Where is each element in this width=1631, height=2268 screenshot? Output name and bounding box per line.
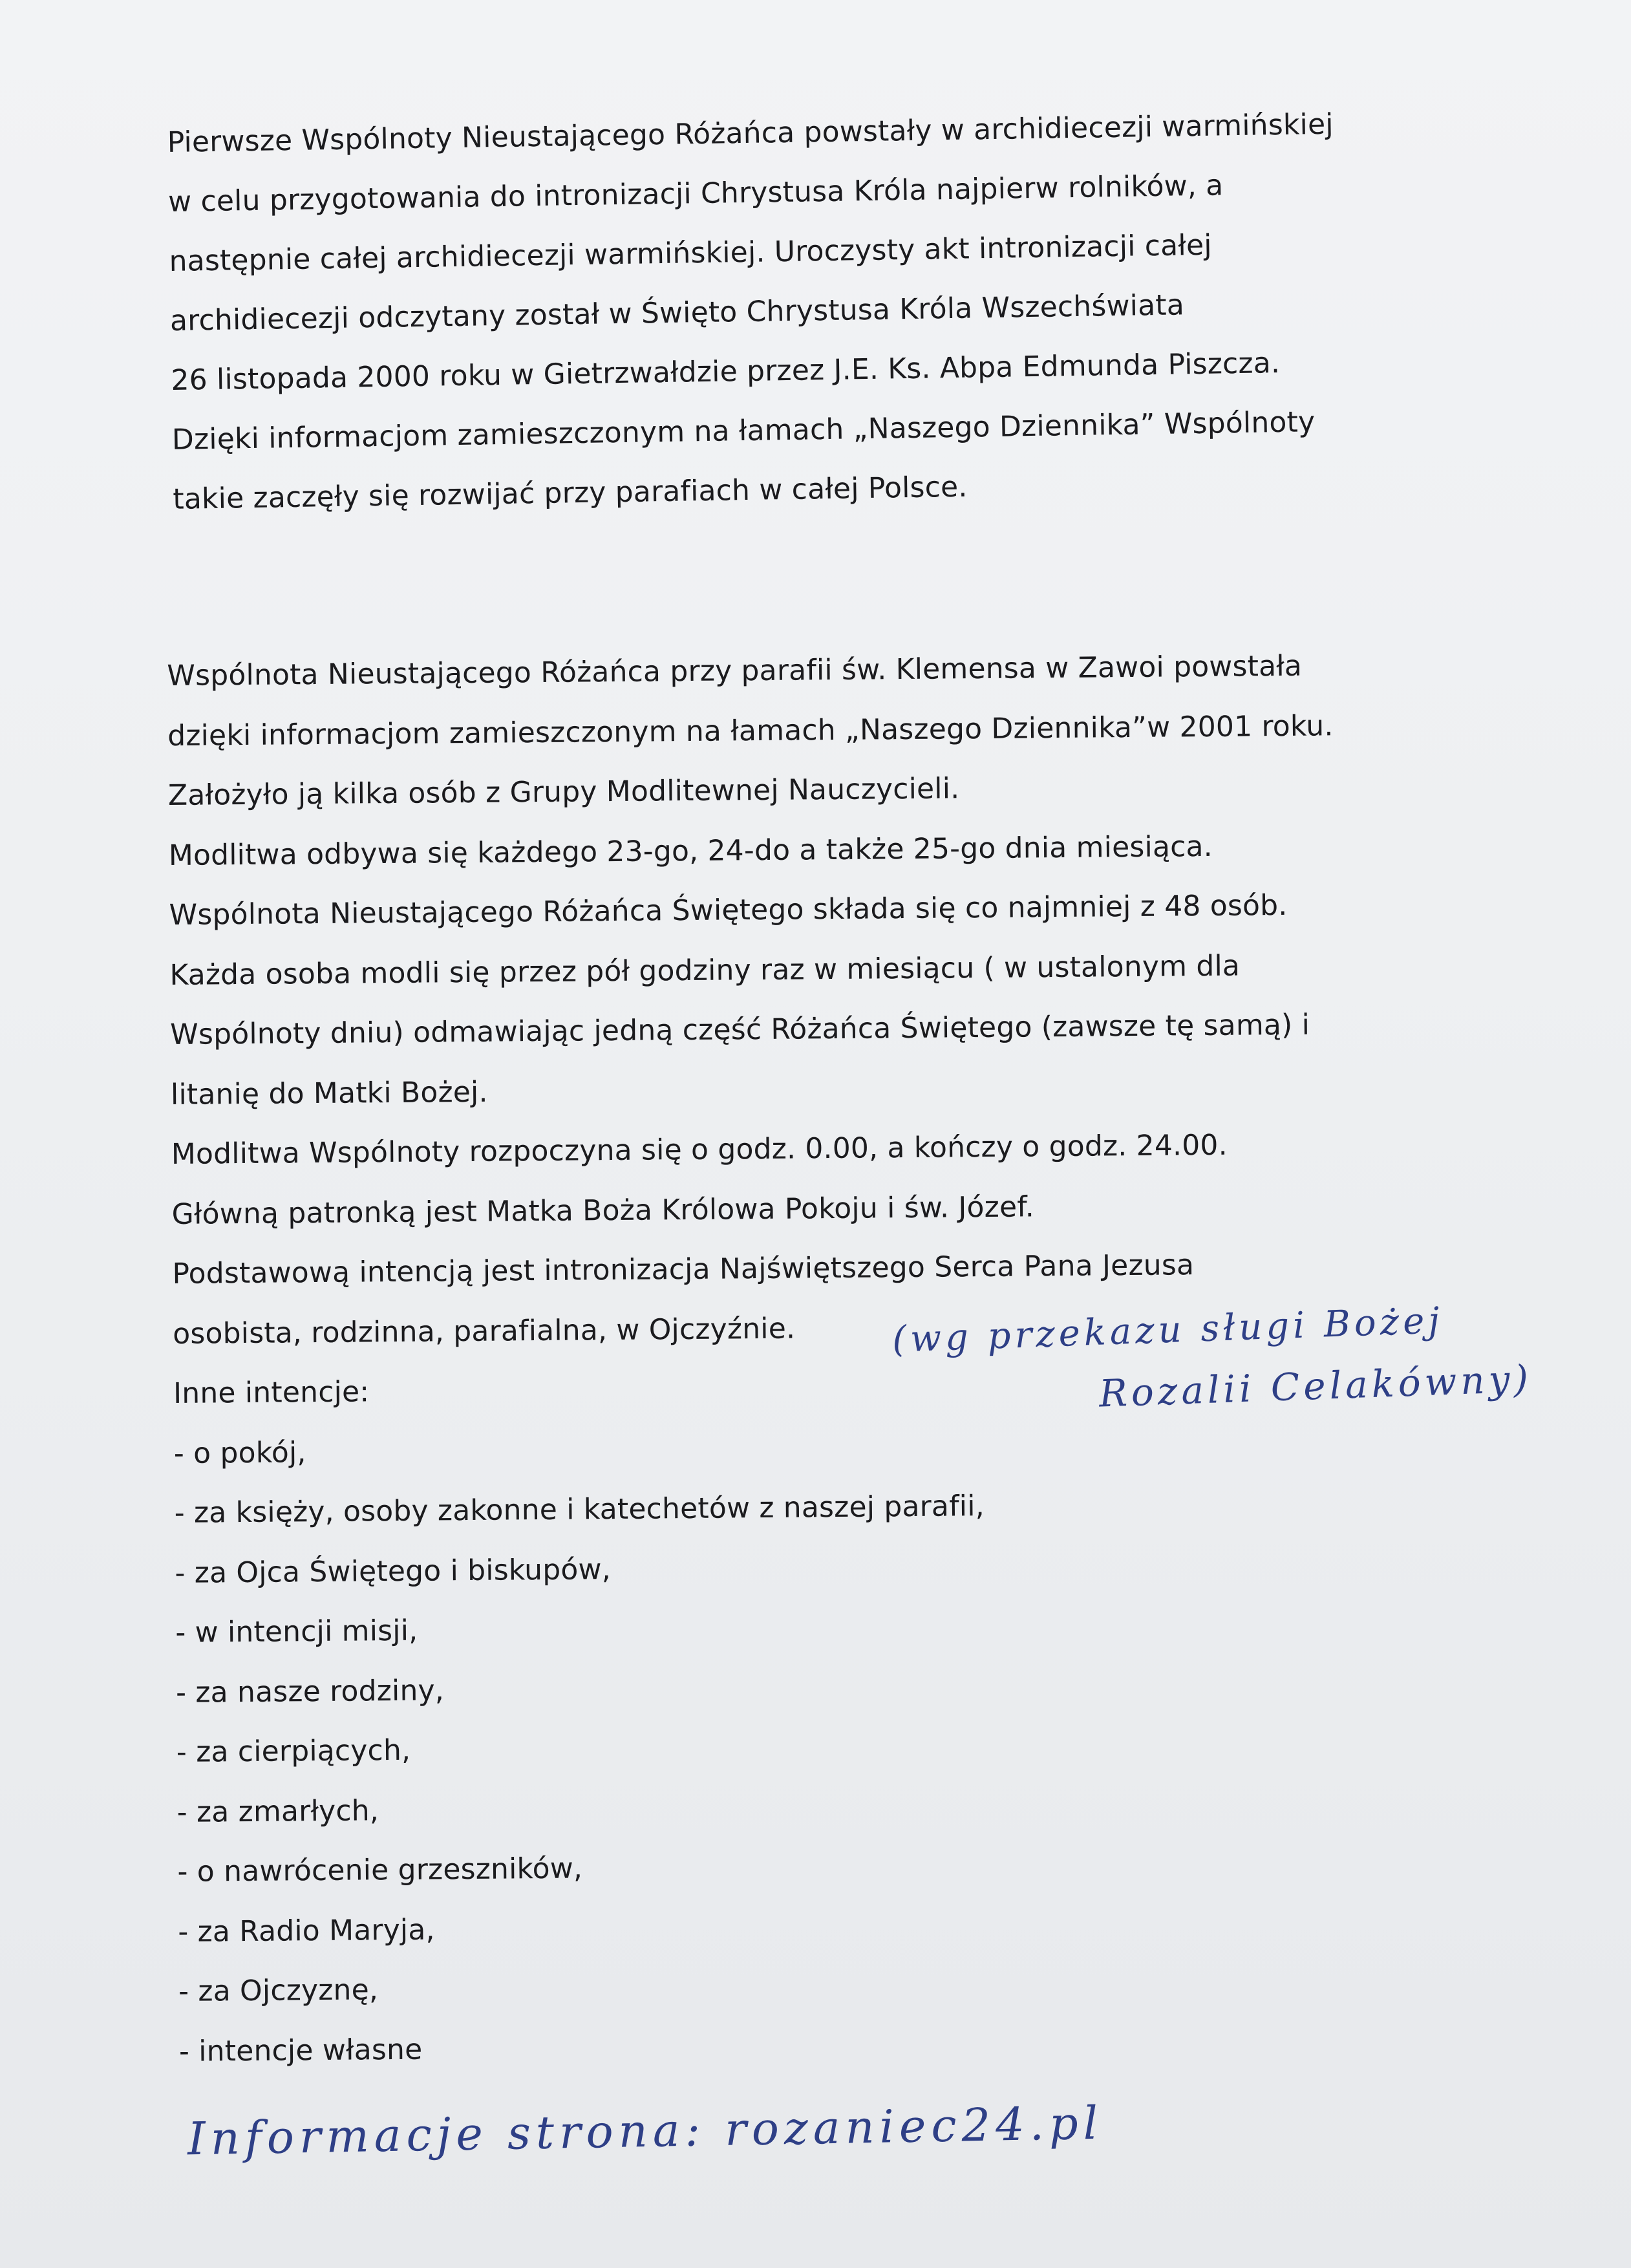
text-line: następnie całej archidiecezji warmińskiej. Uroczysty akt intronizacji całej <box>169 228 1213 278</box>
text-line: w celu przygotowania do intronizacji Chrystusa Króla najpierw rolników, a <box>167 169 1224 219</box>
text-line: Główną patronką jest Matka Boża Królowa Pokoju i św. Józef. <box>171 1190 1035 1231</box>
text-line: litanię do Matki Bożej. <box>170 1075 488 1111</box>
text-line: Pierwsze Wspólnoty Nieustającego Różańca powstały w archidiecezji warmińskiej <box>167 107 1334 159</box>
intention-item: - za Ojczyznę, <box>178 1973 379 2008</box>
intention-item: - za księży, osoby zakonne i katechetów z naszej parafii, <box>174 1490 985 1530</box>
handwritten-note-line1: (wg przekazu sługi Bożej <box>891 1300 1444 1361</box>
handwritten-footer-source: Informacje strona: rozaniec24.pl <box>187 2096 1103 2166</box>
intentions-heading: Inne intencje: <box>173 1375 370 1410</box>
intention-item: - za Radio Maryja, <box>178 1912 435 1949</box>
text-line: archidiecezji odczytany został w Święto Chrystusa Króla Wszechświata <box>169 288 1185 337</box>
text-line: Modlitwa Wspólnoty rozpoczyna się o godz. 0.00, a kończy o godz. 24.00. <box>171 1128 1228 1171</box>
handwritten-note-line2: Rozalii Celakówny) <box>1098 1356 1533 1416</box>
intention-item: - o nawrócenie grzeszników, <box>177 1852 583 1888</box>
text-line: dzięki informacjom zamieszczonym na łamach „Naszego Dziennika”w 2001 roku. <box>167 709 1334 753</box>
intention-item: - intencje własne <box>178 2033 423 2068</box>
text-line: takie zaczęły się rozwijać przy parafiach w całej Polsce. <box>172 470 968 516</box>
intention-item: - za Ojca Świętego i biskupów, <box>175 1552 612 1590</box>
text-line: Wspólnota Nieustającego Różańca Świętego składa się co najmniej z 48 osób. <box>169 888 1288 932</box>
paragraph-zawoja-community <box>167 635 1498 2082</box>
text-line: Wspólnoty dniu) odmawiając jedną część Różańca Świętego (zawsze tę samą) i <box>170 1008 1310 1051</box>
text-line: osobista, rodzinna, parafialna, w Ojczyźnie. <box>173 1312 796 1351</box>
text-line: Dzięki informacjom zamieszczonym na łamach „Naszego Dziennika” Wspólnoty <box>171 405 1316 456</box>
intention-item: - za nasze rodziny, <box>175 1673 445 1709</box>
intention-item: - za zmarłych, <box>176 1793 379 1829</box>
text-line: Założyło ją kilka osób z Grupy Modlitewnej Nauczycieli. <box>167 772 960 812</box>
text-line: Każda osoba modli się przez pół godziny raz w miesiącu ( w ustalonym dla <box>169 949 1241 992</box>
text-line: Modlitwa odbywa się każdego 23-go, 24-do a także 25-go dnia miesiąca. <box>168 829 1213 872</box>
intention-item: - za cierpiących, <box>176 1733 411 1769</box>
paragraph-history <box>167 92 1492 530</box>
intention-item: - o pokój, <box>173 1435 306 1470</box>
intention-item: - w intencji misji, <box>175 1614 418 1649</box>
text-line: Wspólnota Nieustającego Różańca przy parafii św. Klemensa w Zawoi powstała <box>167 649 1303 692</box>
text-line: 26 listopada 2000 roku w Gietrzwałdzie przez J.E. Ks. Abpa Edmunda Piszcza. <box>171 347 1281 397</box>
text-line: Podstawową intencją jest intronizacja Najświętszego Serca Pana Jezusa <box>172 1248 1195 1290</box>
